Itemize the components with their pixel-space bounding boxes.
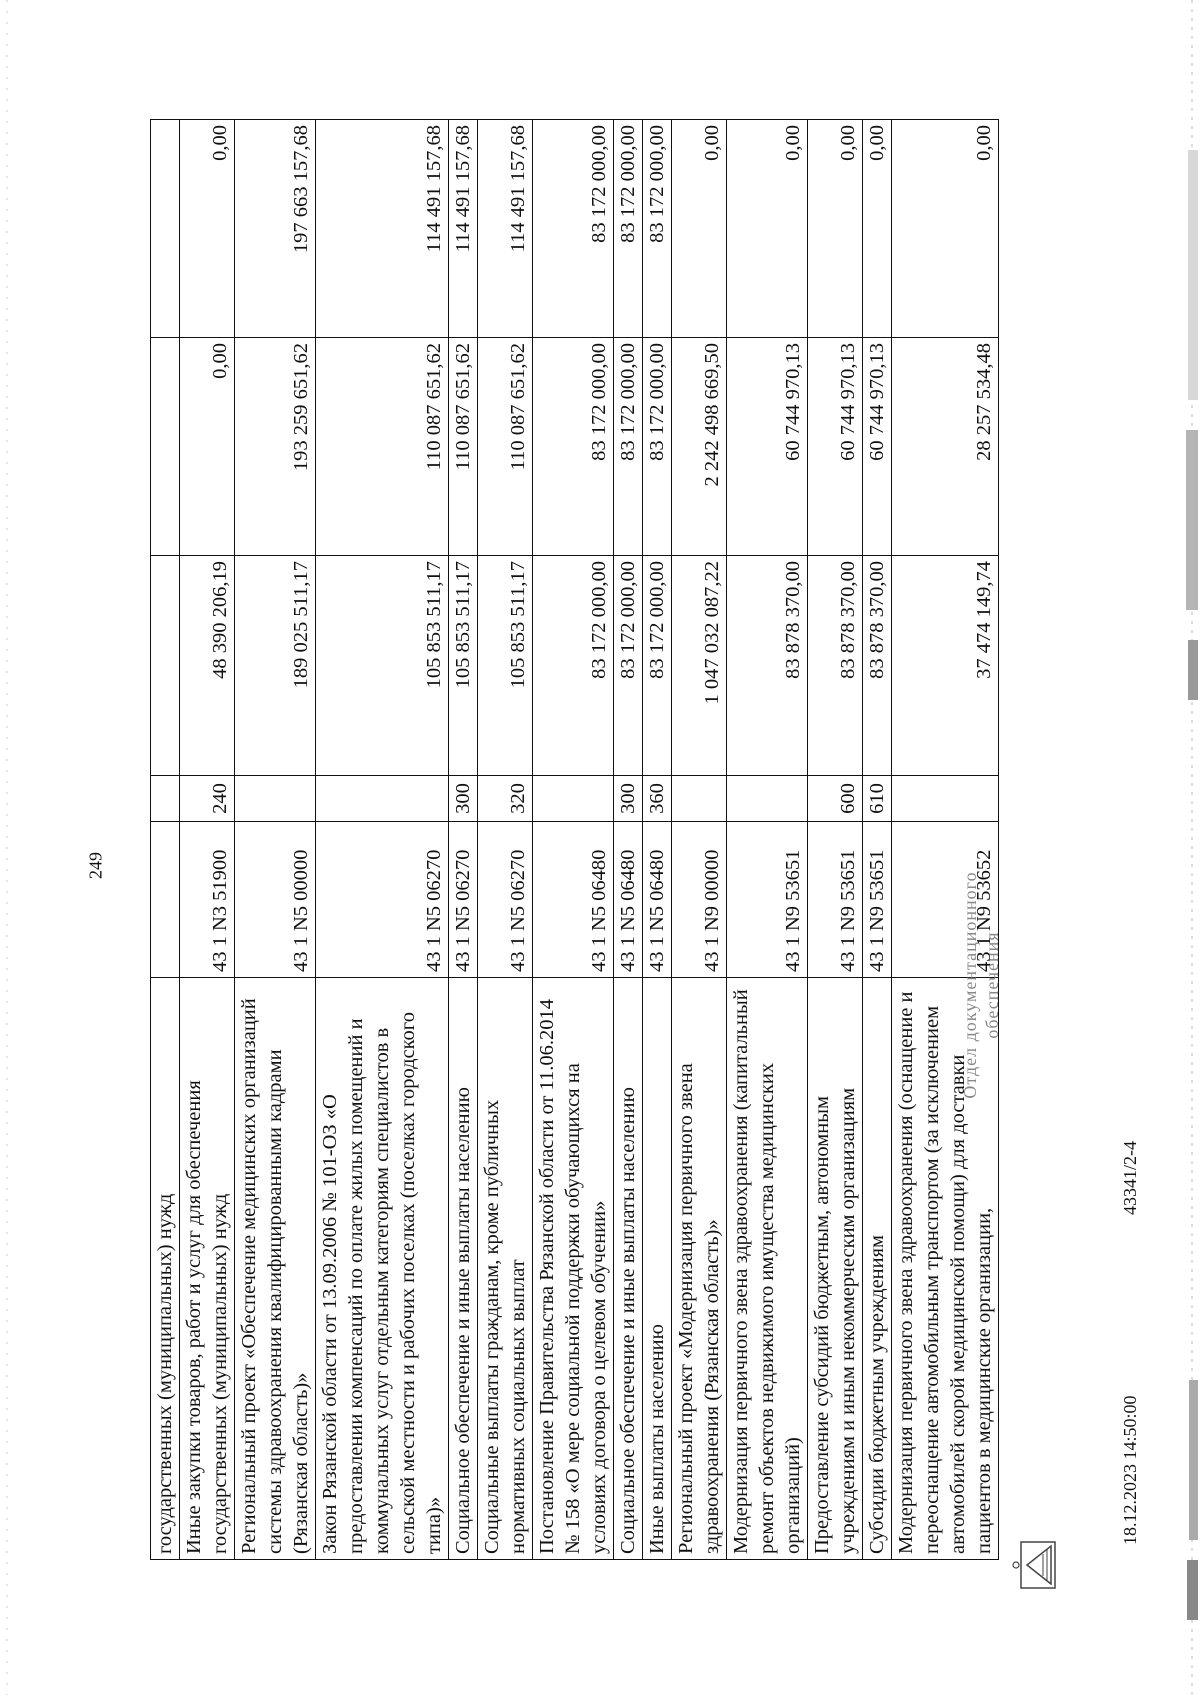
cell-v3: 83 172 000,00 — [614, 120, 643, 338]
cell-name: Социальное обеспечение и иные выплаты населению — [449, 978, 478, 1560]
cell-code: 43 1 N3 51900 — [180, 822, 235, 978]
cell-name: Социальное обеспечение и иные выплаты населению — [614, 978, 643, 1560]
cell-v1: 1 047 032 087,22 — [672, 556, 727, 776]
cell-v3: 83 172 000,00 — [533, 120, 614, 338]
cell-code: 43 1 N9 00000 — [672, 822, 727, 978]
table-row — [316, 120, 449, 1560]
cell-vr: 600 — [808, 776, 863, 822]
page-number: 249 — [85, 852, 106, 879]
cell-name: Региональный проект «Модернизация первичного звена здравоохранения (Рязанская область)» — [672, 978, 727, 1560]
cell-code: 43 1 N9 53651 — [808, 822, 863, 978]
cell-vr — [727, 776, 808, 822]
cell-vr — [672, 776, 727, 822]
cell-v1: 189 025 511,17 — [235, 556, 316, 776]
stamp-line-2: обеспечения — [982, 931, 1002, 1039]
cell-name: Иные выплаты населению — [643, 978, 672, 1560]
cell-v3: 0,00 — [672, 120, 727, 338]
cell-v2: 83 172 000,00 — [614, 338, 643, 556]
cell-v3: 197 663 157,68 — [235, 120, 316, 338]
stamp-line-1: Отдел документационного — [960, 871, 980, 1099]
cell-code: 43 1 N5 06270 — [316, 822, 449, 978]
table-row — [478, 120, 533, 1560]
cell-name: Субсидии бюджетным учреждениям — [863, 978, 892, 1560]
cell-vr: 300 — [614, 776, 643, 822]
table-row — [180, 120, 235, 1560]
cell-v2: 2 242 498 669,50 — [672, 338, 727, 556]
table-row — [727, 120, 808, 1560]
cell-v1: 83 172 000,00 — [533, 556, 614, 776]
table-row — [808, 120, 863, 1560]
cell-name: Модернизация первичного звена здравоохранения (оснащение и переоснащение автомобильным транспортом (за исключением автомобилей скорой медицинской помощи) для доставки пациентов в медицинские организации, — [892, 978, 999, 1560]
cell-v2: 83 172 000,00 — [643, 338, 672, 556]
cell-code: 43 1 N5 06480 — [614, 822, 643, 978]
table-row — [449, 120, 478, 1560]
cell-v2 — [151, 338, 180, 556]
cell-v1: 37 474 149,74 — [892, 556, 999, 776]
cell-code: 43 1 N9 53651 — [863, 822, 892, 978]
cell-vr: 320 — [478, 776, 533, 822]
cell-v3: 0,00 — [808, 120, 863, 338]
cell-v3: 114 491 157,68 — [449, 120, 478, 338]
cell-name: Постановление Правительства Рязанской области от 11.06.2014 № 158 «О мере социальной поддержки обучающихся на условиях договора о целевом обучении» — [533, 978, 614, 1560]
cell-v3: 0,00 — [727, 120, 808, 338]
cell-v2: 83 172 000,00 — [533, 338, 614, 556]
cell-v1: 83 878 370,00 — [808, 556, 863, 776]
cell-v3: 0,00 — [863, 120, 892, 338]
cell-v3: 114 491 157,68 — [478, 120, 533, 338]
cell-v1 — [151, 556, 180, 776]
cell-name: Модернизация первичного звена здравоохранения (капитальный ремонт объектов недвижимого имущества медицинских организаций) — [727, 978, 808, 1560]
cell-code: 43 1 N5 00000 — [235, 822, 316, 978]
cell-code: 43 1 N9 53651 — [727, 822, 808, 978]
scan-right-edge — [1170, 0, 1200, 1695]
cell-vr — [316, 776, 449, 822]
cell-v3: 0,00 — [180, 120, 235, 338]
cell-code: 43 1 N5 06270 — [478, 822, 533, 978]
footer-doc-code: 43341/2-4 — [1120, 1141, 1140, 1215]
cell-v1: 83 878 370,00 — [727, 556, 808, 776]
cell-v3: 0,00 — [892, 120, 999, 338]
scan-left-edge — [0, 0, 14, 1695]
cell-code: 43 1 N9 53652 — [892, 822, 999, 978]
table-row — [235, 120, 316, 1560]
cell-v2: 60 744 970,13 — [727, 338, 808, 556]
cell-v3: 83 172 000,00 — [643, 120, 672, 338]
cell-code: 43 1 N5 06480 — [643, 822, 672, 978]
budget-table — [150, 119, 999, 1560]
cell-v2: 60 744 970,13 — [863, 338, 892, 556]
rotated-page-content — [150, 120, 1060, 1560]
emblem-logo-icon — [1012, 1535, 1062, 1595]
cell-vr: 610 — [863, 776, 892, 822]
table-row — [614, 120, 643, 1560]
table-row — [863, 120, 892, 1560]
table-row — [643, 120, 672, 1560]
cell-vr — [892, 776, 999, 822]
cell-v2: 110 087 651,62 — [316, 338, 449, 556]
cell-code: 43 1 N5 06480 — [533, 822, 614, 978]
cell-v2: 60 744 970,13 — [808, 338, 863, 556]
table-row — [672, 120, 727, 1560]
cell-v2: 0,00 — [180, 338, 235, 556]
cell-vr: 240 — [180, 776, 235, 822]
cell-v1: 83 878 370,00 — [863, 556, 892, 776]
cell-vr — [235, 776, 316, 822]
cell-name: государственных (муниципальных) нужд — [151, 978, 180, 1560]
cell-name: Иные закупки товаров, работ и услуг для обеспечения государственных (муниципальных) нужд — [180, 978, 235, 1560]
cell-vr: 360 — [643, 776, 672, 822]
cell-vr — [533, 776, 614, 822]
cell-v1: 105 853 511,17 — [316, 556, 449, 776]
table-row — [533, 120, 614, 1560]
cell-name: Региональный проект «Обеспечение медицинских организаций системы здравоохранения квалифицированными кадрами (Рязанская область)» — [235, 978, 316, 1560]
cell-code: 43 1 N5 06270 — [449, 822, 478, 978]
cell-code — [151, 822, 180, 978]
footer-date: 18.12.2023 14:50:00 — [1120, 1395, 1140, 1545]
cell-v1: 48 390 206,19 — [180, 556, 235, 776]
cell-v2: 193 259 651,62 — [235, 338, 316, 556]
cell-name: Закон Рязанской области от 13.09.2006 № 101-ОЗ «О предоставлении компенсаций по оплате жилых помещений и коммунальных услуг отдельным категориям специалистов в сельской местности и рабочих поселках (поселках городского типа)» — [316, 978, 449, 1560]
cell-v3: 114 491 157,68 — [316, 120, 449, 338]
cell-v1: 105 853 511,17 — [478, 556, 533, 776]
cell-vr: 300 — [449, 776, 478, 822]
document-stamp — [955, 820, 1015, 1150]
cell-name: Предоставление субсидий бюджетным, автономным учреждениям и иным некоммерческим организациям — [808, 978, 863, 1560]
cell-v2: 110 087 651,62 — [449, 338, 478, 556]
cell-name: Социальные выплаты гражданам, кроме публичных нормативных социальных выплат — [478, 978, 533, 1560]
cell-v1: 105 853 511,17 — [449, 556, 478, 776]
table-row — [151, 120, 180, 1560]
cell-v3 — [151, 120, 180, 338]
cell-v1: 83 172 000,00 — [614, 556, 643, 776]
cell-vr — [151, 776, 180, 822]
cell-v1: 83 172 000,00 — [643, 556, 672, 776]
cell-v2: 28 257 534,48 — [892, 338, 999, 556]
cell-v2: 110 087 651,62 — [478, 338, 533, 556]
